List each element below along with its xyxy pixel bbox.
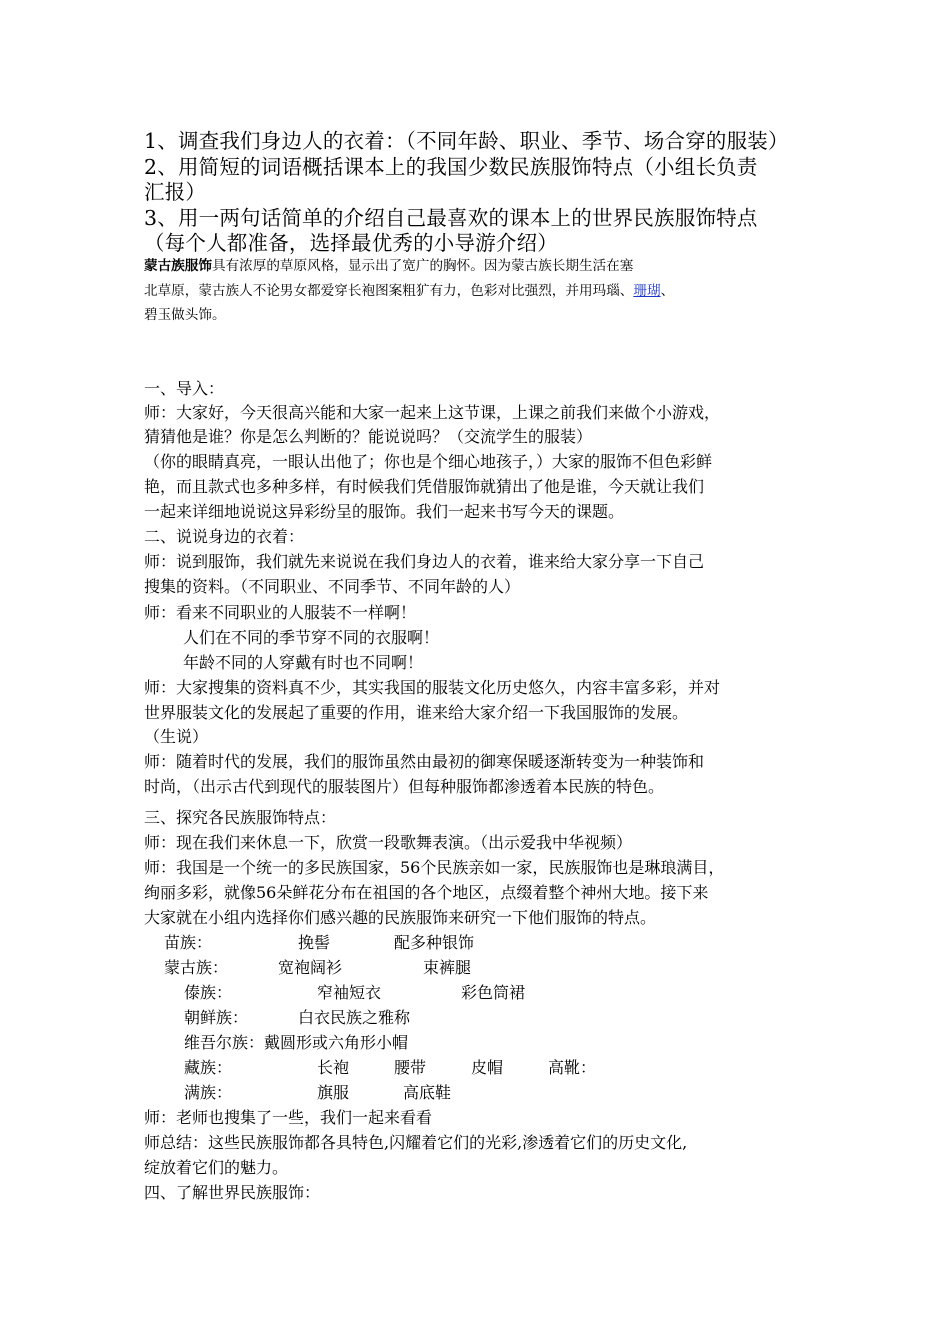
- ethnic-row-korean-name: 朝鲜族：: [184, 1008, 249, 1027]
- section-heading-2: 二、说说身边的衣着：: [144, 527, 305, 546]
- ethnic-row-tibetan-item: 高靴：: [548, 1058, 597, 1077]
- lesson-line-indented: 人们在不同的季节穿不同的衣服啊！: [183, 628, 440, 647]
- ethnic-row-manchu-item: 高底鞋: [403, 1083, 452, 1102]
- lesson-line: 绽放着它们的魅力。: [144, 1158, 289, 1177]
- task-line-3: 3、用一两句话简单的介绍自己最喜欢的课本上的世界民族服饰特点: [144, 206, 758, 230]
- lesson-line: 师：大家搜集的资料真不少，其实我国的服装文化历史悠久，内容丰富多彩，并对: [144, 678, 721, 697]
- task-line-2: 2、用简短的词语概括课本上的我国少数民族服饰特点（小组长负责: [144, 155, 758, 179]
- lesson-line: 时尚，（出示古代到现代的服装图片）但每种服饰都渗透着本民族的特色。: [144, 777, 665, 796]
- ethnic-row-tibetan-item: 腰带: [394, 1058, 427, 1077]
- ethnic-row-miao-item: 挽髻: [298, 933, 331, 952]
- ethnic-row-mongol-item: 束裤腿: [423, 958, 472, 977]
- mongol-note-text-2b: 、: [660, 283, 675, 299]
- lesson-line-indented: 年龄不同的人穿戴有时也不同啊！: [183, 653, 424, 672]
- lesson-line: 师：老师也搜集了一些，我们一起来看看: [144, 1108, 433, 1127]
- mongol-note-text-2: 北草原，蒙古族人不论男女都爱穿长袍图案粗犷有力，色彩对比强烈，并用玛瑙、: [144, 283, 634, 299]
- lesson-line: 师：看来不同职业的人服装不一样啊！: [144, 603, 417, 622]
- coral-link[interactable]: 珊瑚: [633, 283, 661, 299]
- lesson-line: （你的眼睛真亮，一眼认出他了；你也是个细心地孩子，）大家的服饰不但色彩鲜: [144, 452, 713, 471]
- ethnic-row-korean-item: 白衣民族之雅称: [298, 1008, 411, 1027]
- ethnic-row-mongol-item: 宽袍阔衫: [278, 958, 343, 977]
- ethnic-row-dai-item: 窄袖短衣: [317, 983, 382, 1002]
- section-heading-4: 四、了解世界民族服饰：: [144, 1183, 321, 1202]
- ethnic-row-uyghur: 维吾尔族：戴圆形或六角形小帽: [184, 1033, 409, 1052]
- lesson-line: 师：随着时代的发展，我们的服饰虽然由最初的御寒保暖逐渐转变为一种装饰和: [144, 752, 705, 771]
- task-line-3-cont: （每个人都准备，选择最优秀的小导游介绍）: [144, 231, 558, 255]
- mongol-note-line-1: [144, 254, 633, 274]
- ethnic-row-dai-item: 彩色筒裙: [461, 983, 526, 1002]
- section-heading-3: 三、探究各民族服饰特点：: [144, 808, 337, 827]
- mongol-note-line-3: 碧玉做头饰。: [144, 307, 226, 323]
- lesson-line: 绚丽多彩，就像56朵鲜花分布在祖国的各个地区，点缀着整个神州大地。接下来: [144, 883, 709, 902]
- ethnic-row-tibetan-item: 长袍: [317, 1058, 350, 1077]
- ethnic-row-manchu-item: 旗服: [317, 1083, 350, 1102]
- task-line-2-cont: 汇报）: [144, 180, 207, 204]
- lesson-line: 师：现在我们来休息一下，欣赏一段歌舞表演。（出示爱我中华视频）: [144, 833, 633, 852]
- lesson-line: 师：大家好，今天很高兴能和大家一起来上这节课，上课之前我们来做个小游戏，: [144, 403, 721, 422]
- lesson-line: 世界服装文化的发展起了重要的作用，谁来给大家介绍一下我国服饰的发展。: [144, 703, 689, 722]
- lesson-line: 师总结：这些民族服饰都各具特色,闪耀着它们的光彩,渗透着它们的历史文化,: [144, 1133, 688, 1152]
- lesson-line: （生说）: [144, 727, 209, 746]
- task-line-1: 1、调查我们身边人的衣着：（不同年龄、职业、季节、场合穿的服装）: [144, 129, 789, 153]
- ethnic-row-miao-name: 苗族：: [164, 933, 213, 952]
- ethnic-row-dai-name: 傣族：: [184, 983, 233, 1002]
- mongol-note-text-1: 具有浓厚的草原风格，显示出了宽广的胸怀。因为蒙古族长期生活在塞: [211, 258, 634, 274]
- lesson-line: 大家就在小组内选择你们感兴趣的民族服饰来研究一下他们服饰的特点。: [144, 908, 657, 927]
- ethnic-row-tibetan-name: 藏族：: [184, 1058, 233, 1077]
- lesson-line: 搜集的资料。（不同职业、不同季节、不同年龄的人）: [144, 577, 521, 596]
- lesson-line: 一起来详细地说说这异彩纷呈的服饰。我们一起来书写今天的课题。: [144, 502, 625, 521]
- mongol-note-line-2: [144, 279, 674, 299]
- lesson-line: 师：我国是一个统一的多民族国家，56个民族亲如一家，民族服饰也是琳琅满目，: [144, 858, 725, 877]
- lesson-line: 师：说到服饰，我们就先来说说在我们身边人的衣着，谁来给大家分享一下自己: [144, 552, 705, 571]
- ethnic-row-mongol-name: 蒙古族：: [164, 958, 229, 977]
- ethnic-row-miao-item: 配多种银饰: [394, 933, 475, 952]
- lesson-line: 猜猜他是谁？你是怎么判断的？能说说吗？（交流学生的服装）: [144, 427, 593, 446]
- lesson-line: 艳，而且款式也多种多样，有时候我们凭借服饰就猜出了他是谁，今天就让我们: [144, 477, 705, 496]
- ethnic-row-tibetan-item: 皮帽: [471, 1058, 504, 1077]
- ethnic-row-manchu-name: 满族：: [184, 1083, 233, 1102]
- section-heading-1: 一、导入：: [144, 379, 225, 398]
- mongol-term: 蒙古族服饰: [144, 258, 212, 274]
